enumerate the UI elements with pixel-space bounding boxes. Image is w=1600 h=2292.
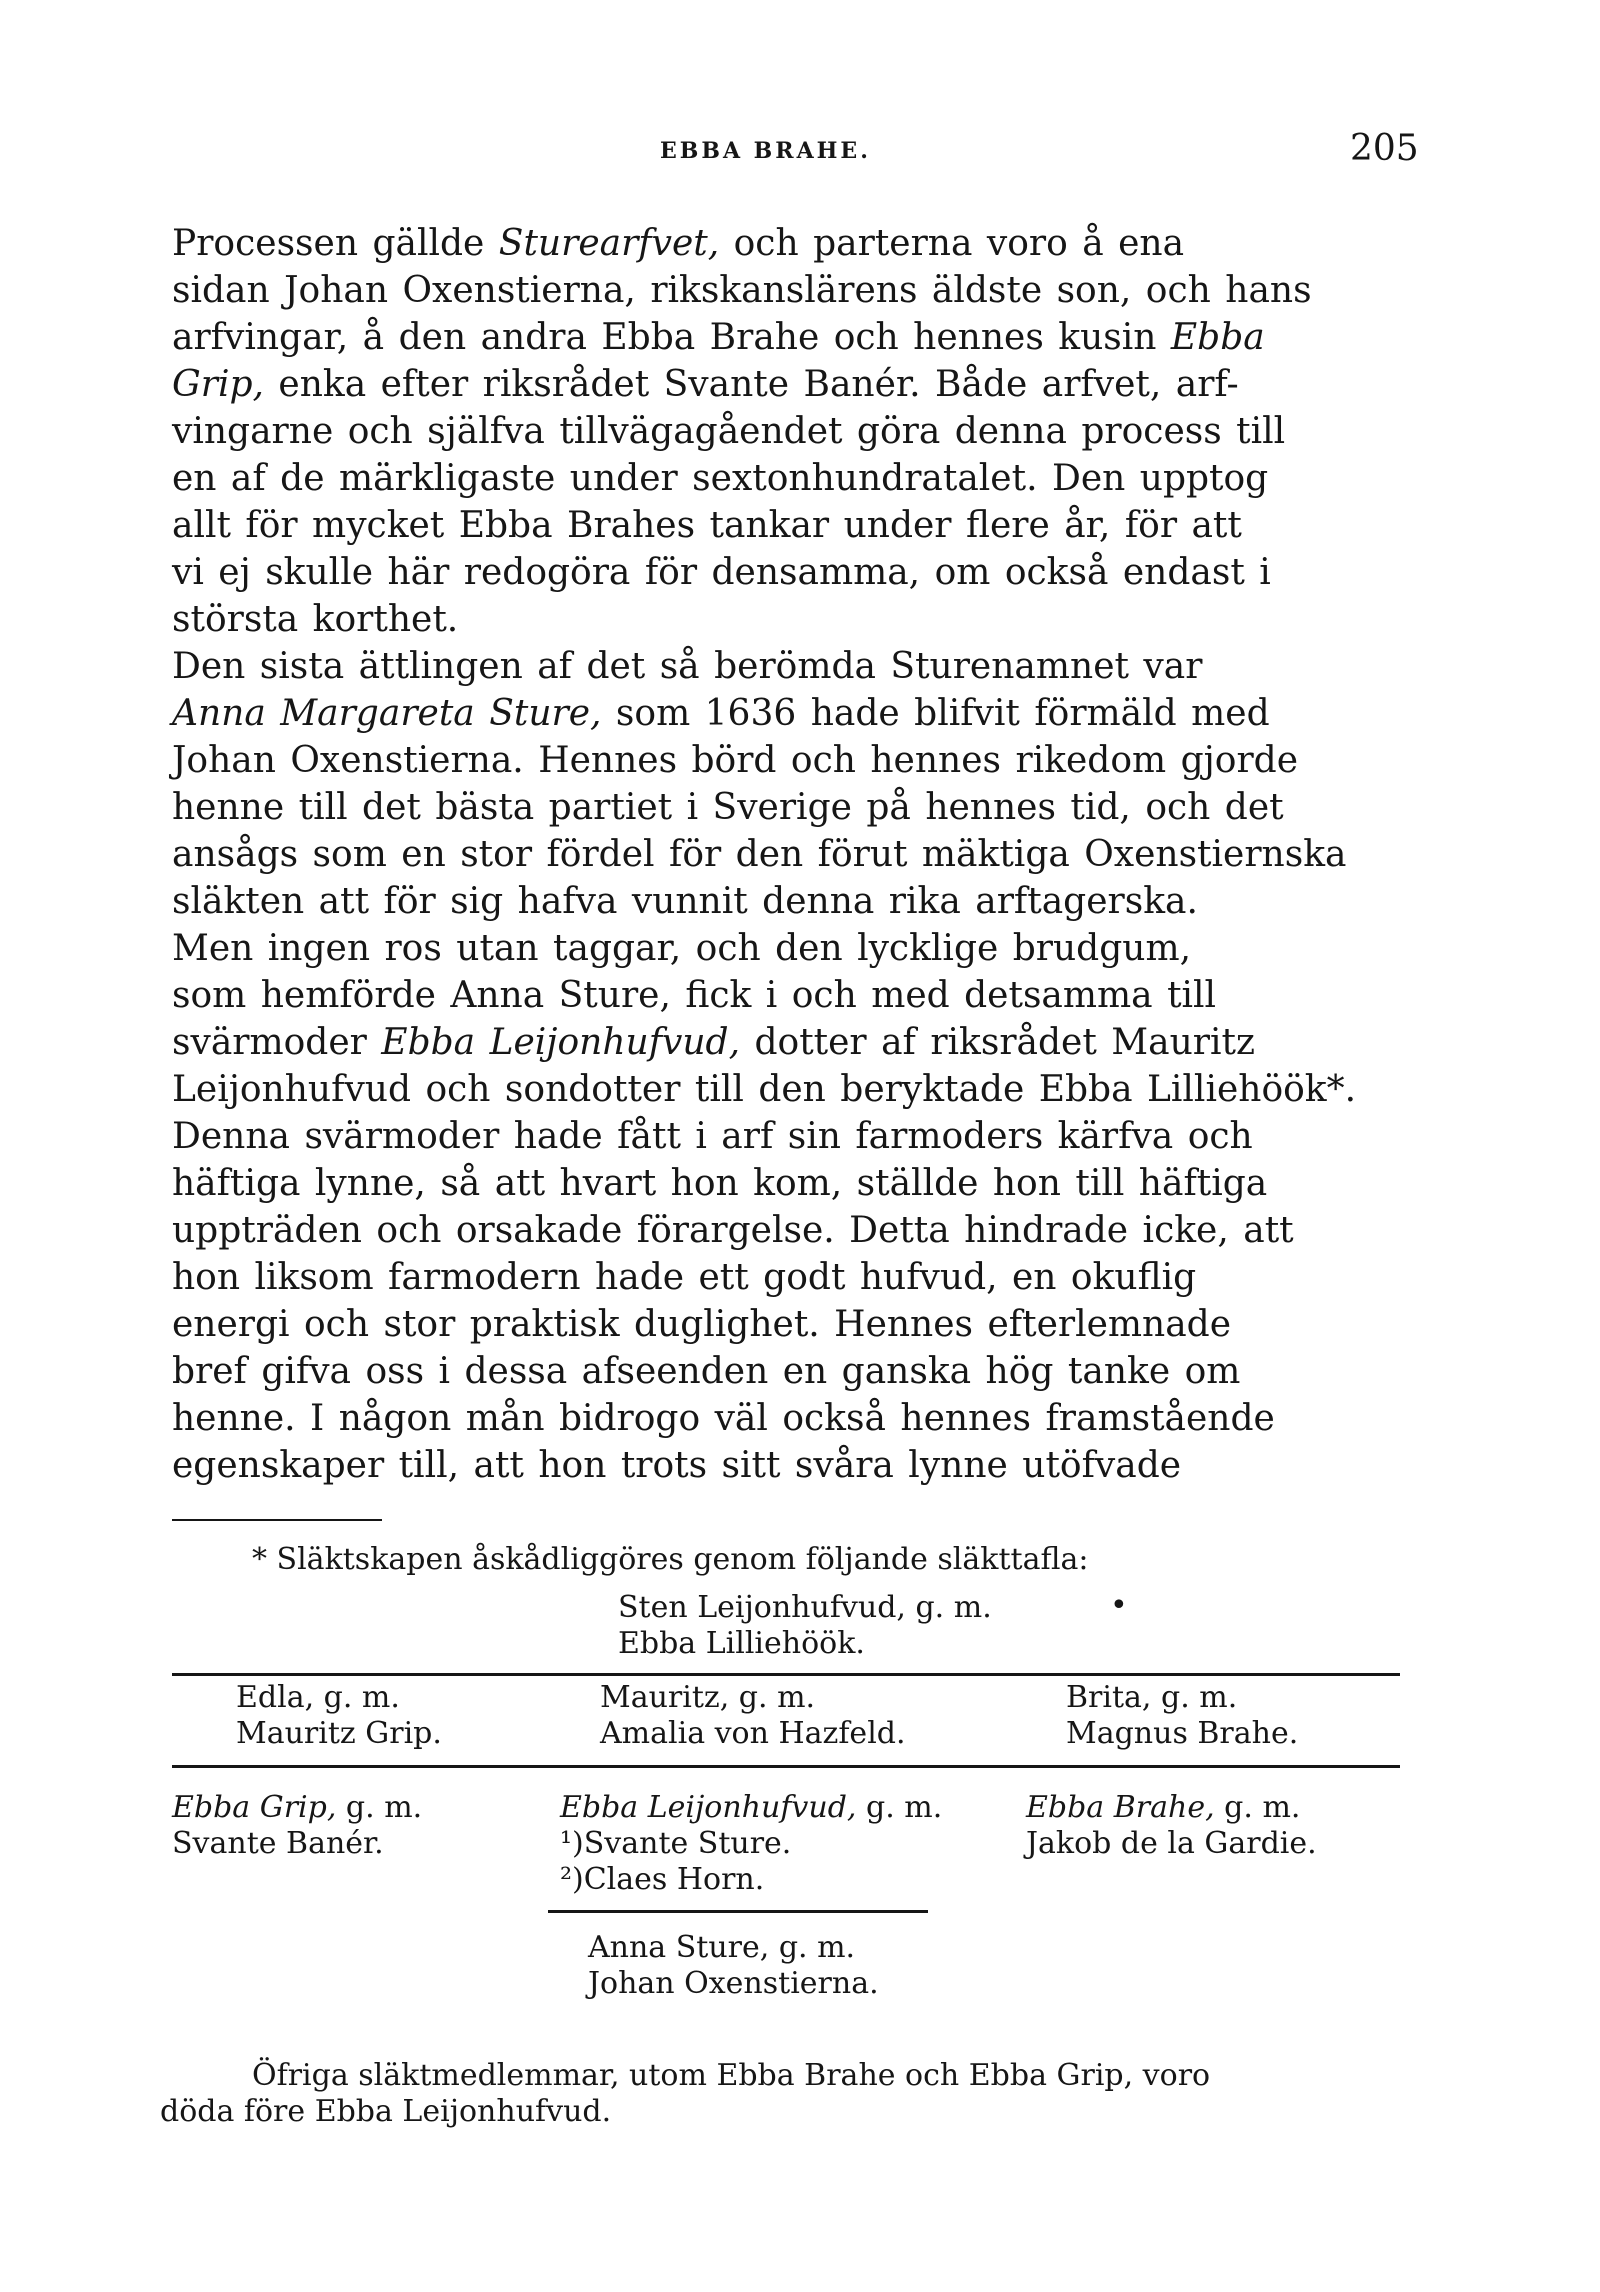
tree-gen1-edla-line2: Mauritz Grip. (236, 1716, 442, 1751)
footnote-closing (160, 2058, 1412, 2130)
text-segment: Processen gällde (172, 223, 499, 264)
text-line (172, 1301, 1422, 1348)
text-line (172, 1113, 1422, 1160)
text-line (172, 1207, 1422, 1254)
footnote-closing-line: Öfriga släktmedlemmar, utom Ebba Brahe och Ebba Grip, voro (252, 2058, 1211, 2093)
text-segment: henne. I någon mån bidrogo väl också hennes framstående (172, 1398, 1275, 1439)
text-segment: enka efter riksrådet Svante Banér. Både arfvet, arf- (263, 364, 1239, 405)
tree-gen2-leijonhufvud-spouse-2: ²)Claes Horn. (560, 1862, 765, 1897)
text-line (172, 784, 1422, 831)
text-segment: uppträden och orsakade förargelse. Detta hindrade icke, att (172, 1210, 1294, 1251)
tree-gen2-grip (172, 1790, 422, 1826)
running-head (0, 128, 1600, 178)
text-line (172, 972, 1422, 1019)
tree-gen2-brahe-suffix: g. m. (1214, 1790, 1301, 1825)
text-line (172, 690, 1422, 737)
italic-segment: Sturearfvet, (498, 223, 720, 264)
text-segment: Men ingen ros utan taggar, och den lycklige brudgum, (172, 928, 1192, 969)
text-line (172, 878, 1422, 925)
running-head-title: EBBA BRAHE. (660, 138, 871, 164)
text-line (172, 1160, 1422, 1207)
tree-gen2-grip-suffix: g. m. (336, 1790, 423, 1825)
text-line (172, 596, 1422, 643)
tree-gen1-mauritz-line2: Amalia von Hazfeld. (600, 1716, 906, 1751)
italic-segment: Ebba Leijonhufvud, (381, 1022, 741, 1063)
footnote-rule (172, 1519, 382, 1521)
tree-gen2-leijonhufvud-spouse-1: ¹)Svante Sture. (560, 1826, 792, 1861)
tree-gen1-mauritz-line1: Mauritz, g. m. (600, 1680, 816, 1715)
page-number: 205 (1350, 128, 1419, 169)
text-line (172, 549, 1422, 596)
text-segment: sidan Johan Oxenstierna, rikskanslärens äldste son, och hans (172, 270, 1312, 311)
tree-rule-3 (548, 1910, 928, 1913)
text-line (172, 925, 1422, 972)
text-line (172, 1442, 1422, 1489)
text-line (172, 455, 1422, 502)
tree-gen2-brahe-name: Ebba Brahe, (1026, 1790, 1215, 1825)
text-line (172, 1395, 1422, 1442)
text-line (172, 408, 1422, 455)
text-segment: en af de märkligaste under sextonhundratalet. Den upptog (172, 458, 1269, 499)
text-line (172, 1254, 1422, 1301)
tree-gen2-leijonhufvud-suffix: g. m. (856, 1790, 943, 1825)
tree-gen2-grip-spouse: Svante Banér. (172, 1826, 384, 1861)
text-segment: och parterna voro å ena (719, 223, 1185, 264)
tree-root-line2: Ebba Lilliehöök. (618, 1626, 865, 1661)
tree-gen1-brita-line1: Brita, g. m. (1066, 1680, 1238, 1715)
footnote-intro: * Släktskapen åskådliggöres genom följande släkttafla: (252, 1542, 1089, 1577)
text-line (172, 220, 1422, 267)
tree-root-line1: Sten Leijonhufvud, g. m. (618, 1590, 992, 1625)
text-segment: Denna svärmoder hade fått i arf sin farmoders kärfva och (172, 1116, 1253, 1157)
text-line (172, 361, 1422, 408)
text-segment: Den sista ättlingen af det så berömda Sturenamnet var (172, 646, 1203, 687)
text-line (172, 1019, 1422, 1066)
italic-segment: Grip, (172, 364, 264, 405)
tree-rule-1 (172, 1673, 1400, 1676)
tree-gen3-line2: Johan Oxenstierna. (588, 1966, 879, 2001)
tree-gen2-brahe (1026, 1790, 1300, 1826)
text-segment: vingarne och själfva tillvägagåendet göra denna process till (172, 411, 1286, 452)
text-segment: vi ej skulle här redogöra för densamma, om också endast i (172, 552, 1271, 593)
tree-gen3-line1: Anna Sture, g. m. (588, 1930, 856, 1965)
text-segment: henne till det bästa partiet i Sverige på hennes tid, och det (172, 787, 1284, 828)
tree-gen2-leijonhufvud-name: Ebba Leijonhufvud, (560, 1790, 857, 1825)
tree-rule-2 (172, 1765, 1400, 1768)
tree-gen1-brita-line2: Magnus Brahe. (1066, 1716, 1299, 1751)
text-segment: som 1636 hade blifvit förmäld med (601, 693, 1270, 734)
text-line (172, 267, 1422, 314)
tree-gen2-leijonhufvud (560, 1790, 942, 1826)
text-segment: hon liksom farmodern hade ett godt hufvud, en okuflig (172, 1257, 1197, 1298)
text-segment: dotter af riksrådet Mauritz (740, 1022, 1255, 1063)
text-segment: häftiga lynne, så att hvart hon kom, ställde hon till häftiga (172, 1163, 1268, 1204)
text-segment: Johan Oxenstierna. Hennes börd och hennes rikedom gjorde (172, 740, 1299, 781)
text-segment: svärmoder (172, 1022, 382, 1063)
text-line (172, 502, 1422, 549)
tree-gen2-brahe-spouse: Jakob de la Gardie. (1026, 1826, 1317, 1861)
text-segment: släkten att för sig hafva vunnit denna rika arftagerska. (172, 881, 1198, 922)
italic-segment: Ebba (1170, 317, 1265, 358)
text-segment: ansågs som en stor fördel för den förut mäktiga Oxenstiernska (172, 834, 1347, 875)
text-line (172, 737, 1422, 784)
text-line (172, 643, 1422, 690)
text-segment: bref gifva oss i dessa afseenden en ganska hög tanke om (172, 1351, 1241, 1392)
footnote-closing-line: döda före Ebba Leijonhufvud. (160, 2094, 612, 2129)
tree-gen1-edla-line1: Edla, g. m. (236, 1680, 400, 1715)
text-segment: Leijonhufvud och sondotter till den beryktade Ebba Lilliehöök*. (172, 1069, 1357, 1110)
text-segment: största korthet. (172, 599, 459, 640)
text-line (172, 1348, 1422, 1395)
italic-segment: Anna Margareta Sture, (172, 693, 602, 734)
text-segment: som hemförde Anna Sture, fick i och med detsamma till (172, 975, 1217, 1016)
text-segment: energi och stor praktisk duglighet. Hennes efterlemnade (172, 1304, 1232, 1345)
text-segment: allt för mycket Ebba Brahes tankar under flere år, för att (172, 505, 1242, 546)
tree-mark: • (1110, 1588, 1128, 1623)
text-segment: egenskaper till, att hon trots sitt svåra lynne utöfvade (172, 1445, 1182, 1486)
text-line (172, 831, 1422, 878)
text-line (172, 1066, 1422, 1113)
body-text (172, 220, 1422, 1489)
text-line (172, 314, 1422, 361)
text-segment: arfvingar, å den andra Ebba Brahe och hennes kusin (172, 317, 1171, 358)
tree-gen2-grip-name: Ebba Grip, (172, 1790, 337, 1825)
